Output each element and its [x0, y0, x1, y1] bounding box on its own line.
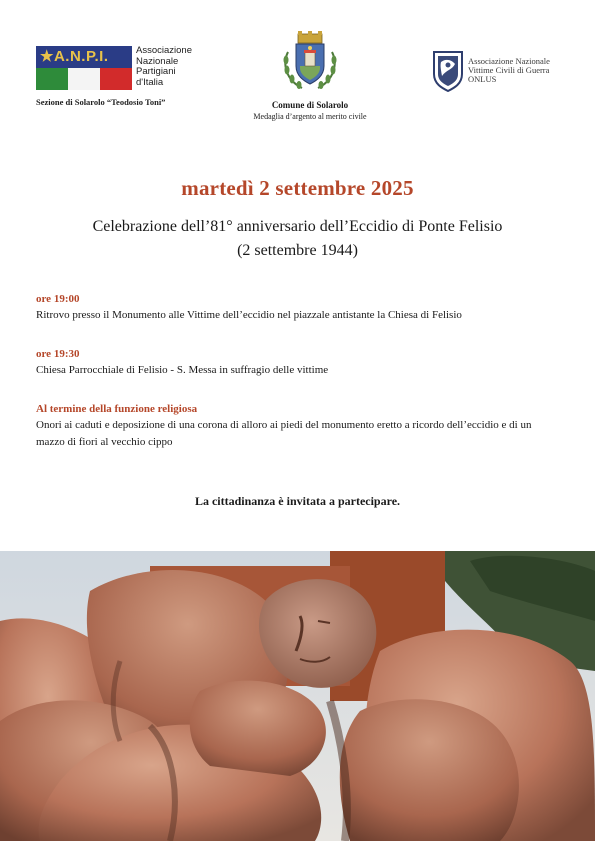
anpi-line: Associazione — [136, 45, 192, 56]
anvcg-logo — [432, 48, 572, 98]
monument-photo — [0, 551, 595, 841]
anvcg-shield-icon — [432, 48, 464, 92]
program-description: Ritrovo presso il Monumento alle Vittime dell’eccidio nel piazzale antistante la Chiesa di Felisio — [36, 309, 462, 321]
program-time: Al termine della funzione religiosa — [36, 403, 198, 415]
program-description: Chiesa Parrocchiale di Felisio - S. Messa in suffragio delle vittime — [36, 364, 329, 376]
anpi-flag-logo — [36, 46, 132, 90]
anpi-logo — [36, 46, 206, 116]
anvcg-line: Vittime Civili di Guerra — [468, 65, 550, 75]
event-date: martedì 2 settembre 2025 — [181, 176, 414, 200]
coat-of-arms-icon — [280, 30, 340, 92]
program-time: ore 19:00 — [36, 293, 80, 305]
anpi-acronym: ★A.N.P.I. — [36, 46, 132, 68]
invitation-text: La cittadinanza è invitata a partecipare. — [194, 494, 401, 508]
comune-name: Comune di Solarolo — [271, 100, 349, 110]
anvcg-line: ONLUS — [468, 74, 497, 84]
anvcg-name — [468, 57, 550, 84]
anpi-section-name: Sezione di Solarolo “Teodosio Toni” — [36, 97, 166, 107]
anpi-line: Partigiani — [136, 66, 176, 77]
comune-medal: Medaglia d’argento al merito civile — [253, 112, 367, 121]
anpi-line: Nazionale — [136, 55, 179, 67]
anpi-line: d'Italia — [136, 76, 164, 88]
comune-logo — [245, 30, 375, 121]
program-time: ore 19:30 — [36, 348, 80, 360]
program-description: Onori ai caduti e deposizione di una corona di alloro ai piedi del monumento eretto a ricordo dell’eccidio e di un mazzo di fiori al vecchio cippo — [36, 419, 532, 448]
event-subtitle: (2 settembre 1944) — [237, 242, 358, 259]
anpi-name — [136, 46, 192, 88]
event-title: Celebrazione dell’81° anniversario dell’Eccidio di Ponte Felisio — [92, 218, 503, 235]
anvcg-line: Associazione Nazionale — [468, 56, 550, 66]
